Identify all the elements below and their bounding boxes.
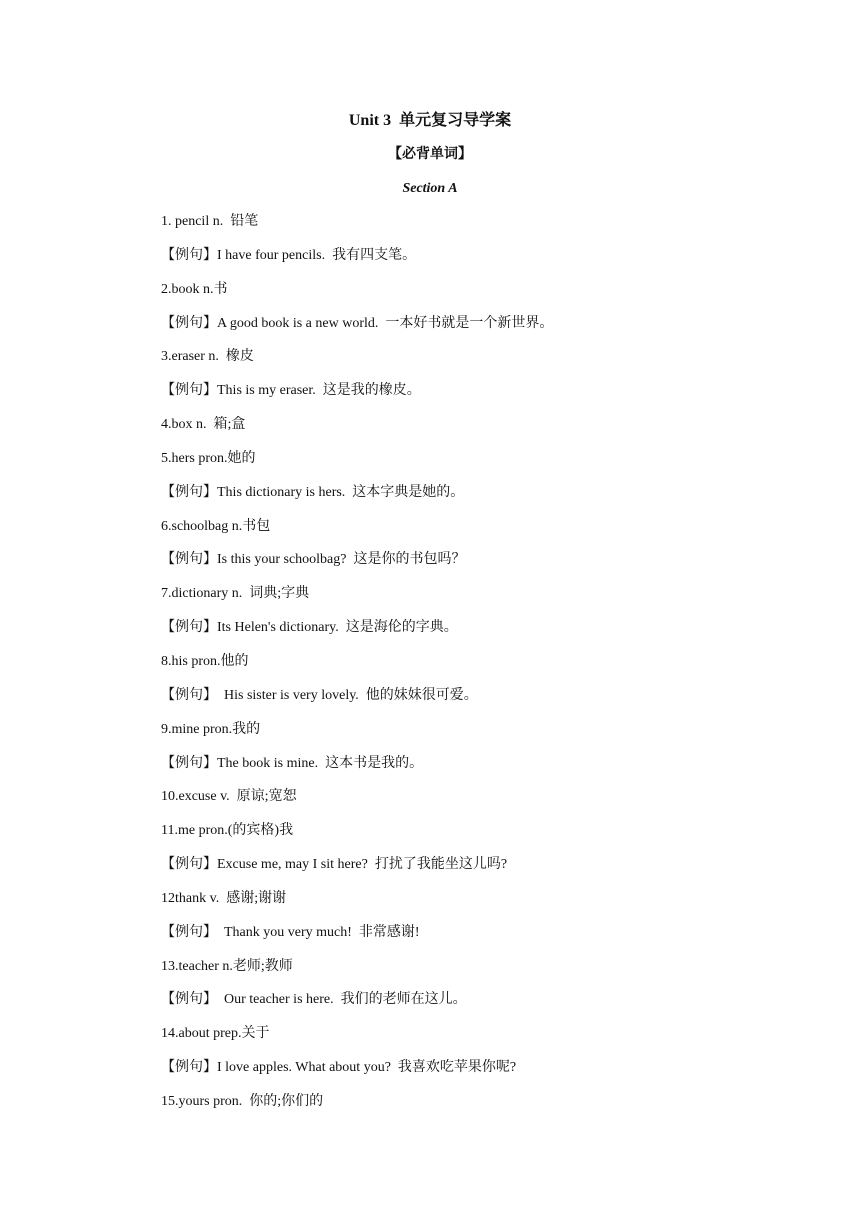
example-sentence: 【例句】Is this your schoolbag? 这是你的书包吗？	[161, 552, 466, 568]
vocab-entry: 2.book n.书	[161, 281, 228, 297]
vocab-entry: 1. pencil n. 铅笔	[161, 214, 259, 229]
vocab-entry: 5.hers pron.她的	[161, 450, 256, 466]
vocab-entry: 12thank v. 感谢;谢谢	[161, 890, 287, 906]
section-heading: 【必背单词】	[388, 147, 472, 162]
vocab-entry: 14.about prep.关于	[161, 1026, 270, 1042]
example-sentence: 【例句】 Our teacher is here. 我们的老师在这儿。	[161, 992, 467, 1008]
example-sentence: 【例句】This dictionary is hers. 这本字典是她的。	[161, 484, 465, 500]
vocab-entry: 13.teacher n.老师;教师	[161, 958, 293, 974]
vocab-entry: 3.eraser n. 橡皮	[161, 349, 254, 365]
example-sentence: 【例句】The book is mine. 这本书是我的。	[161, 755, 424, 771]
section-label: Section A	[402, 181, 458, 196]
vocab-entry: 8.his pron.他的	[161, 653, 249, 669]
example-sentence: 【例句】I have four pencils. 我有四支笔。	[161, 247, 417, 263]
example-sentence: 【例句】Its Helen's dictionary. 这是海伦的字典。	[161, 620, 458, 636]
example-sentence: 【例句】I love apples. What about you? 我喜欢吃苹果你呢?	[161, 1060, 517, 1076]
vocab-entry: 4.box n. 箱;盒	[161, 417, 246, 433]
vocab-entry: 6.schoolbag n.书包	[161, 518, 271, 534]
example-sentence: 【例句】Excuse me, may I sit here? 打扰了我能坐这儿吗?	[161, 857, 508, 873]
example-sentence: 【例句】 Thank you very much! 非常感谢!	[161, 924, 420, 940]
example-sentence: 【例句】This is my eraser. 这是我的橡皮。	[161, 383, 421, 399]
vocab-entry: 11.me pron.(的宾格)我	[161, 823, 294, 839]
example-sentence: 【例句】 His sister is very lovely. 他的妹妹很可爱。	[161, 687, 478, 703]
example-sentence: 【例句】A good book is a new world. 一本好书就是一个新世界。	[161, 315, 554, 331]
page-title: Unit 3 单元复习导学案	[348, 112, 512, 129]
vocab-entry: 9.mine pron.我的	[161, 721, 261, 737]
vocab-entry: 7.dictionary n. 词典;字典	[161, 586, 310, 602]
vocabulary-list	[161, 212, 781, 1126]
vocab-entry: 10.excuse v. 原谅;宽恕	[161, 789, 297, 805]
vocab-entry: 15.yours pron. 你的;你们的	[161, 1093, 324, 1109]
